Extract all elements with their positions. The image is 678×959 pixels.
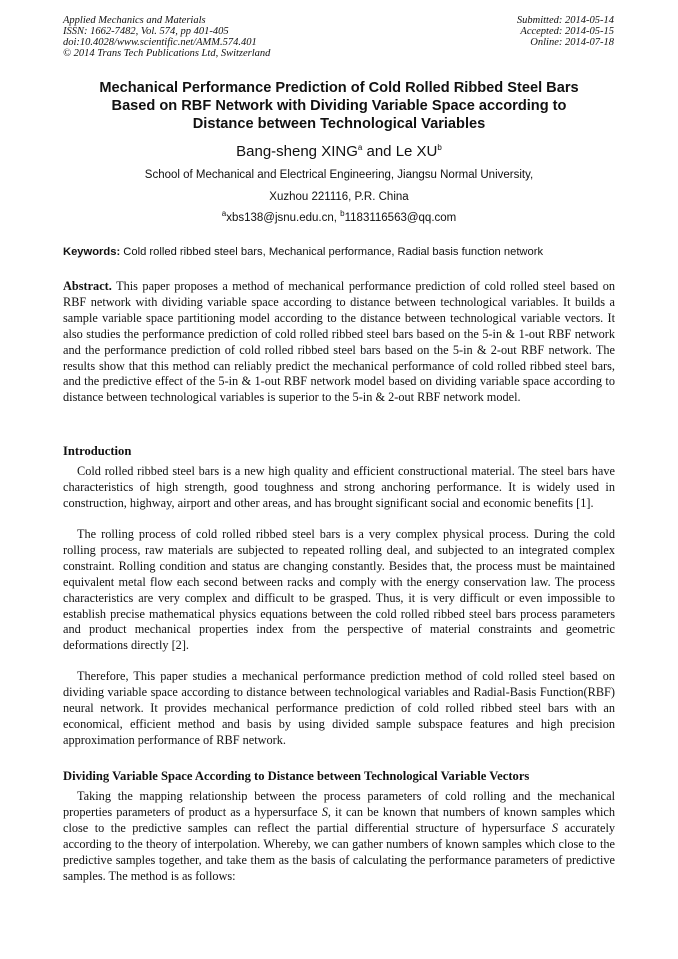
- journal-name: Applied Mechanics and Materials: [63, 15, 206, 26]
- title-line-3: Distance between Technological Variables: [192, 116, 486, 132]
- paper-title: [40, 79, 638, 133]
- email-b-mark: b: [340, 209, 345, 219]
- s2-symbol-s-2: S: [551, 820, 559, 835]
- author-2-affil-mark: b: [437, 143, 442, 152]
- affiliation-line-2: Xuzhou 221116, P.R. China: [269, 191, 409, 203]
- s2-text-c: accurately according to the theory of interpolation. Whereby, we can gather numbers of known samples which close to the predictive samples together, and take them as the basis of calculating the performance parameters of predictive samples. The method is as follows:: [63, 820, 616, 883]
- doi-line: doi:10.4028/www.scientific.net/AMM.574.401: [63, 37, 257, 48]
- section-2-heading: Dividing Variable Space According to Distance between Technological Variable Vectors: [63, 769, 530, 783]
- section-2-paragraph-1: [63, 789, 615, 884]
- abstract-text: This paper proposes a method of mechanical performance prediction of cold rolled steel based on RBF network with dividing variable space according to distance between technological variables. It builds a sample variable space partitioning model according to the distance between technological variable vectors. It also studies the performance prediction of cold rolled ribbed steel bars based on the 5-in & 1-out RBF network and the performance prediction of cold rolled ribbed steel bars based on the 5-in & 2-out RBF network. The results show that this method can reliably predict the mechanical performance of cold rolled ribbed steel bars, and the predictive effect of the 5-in & 1-out RBF network model based on dividing variable space according to distance between technological variables is superior to the 5-in & 2-out RBF network model.: [63, 279, 615, 405]
- s2-symbol-s-1: S: [321, 804, 328, 819]
- journal-header-right: [517, 15, 614, 48]
- keywords: [63, 245, 615, 259]
- author-list: [40, 143, 638, 161]
- submitted-date: Submitted: 2014-05-14: [516, 15, 614, 26]
- s2-text-b: , it can be known that numbers of known samples which close to the predictive samples can reflect the partial differential structure of hypersurface: [63, 804, 615, 835]
- intro-paragraph-3: Therefore, This paper studies a mechanical performance prediction method of cold rolled steel based on dividing variable space according to distance between technological variables and Radial-Basis Function(RBF) neural network. It provides mechanical performance prediction of cold rolled ribbed steel bars with an economical, efficient method and basis by using divided sample subspace features and high precision approximation performance of RBF network.: [63, 669, 615, 747]
- author-2: Le XU: [395, 143, 438, 160]
- keywords-text: Cold rolled ribbed steel bars, Mechanical performance, Radial basis function network: [120, 246, 544, 258]
- email-a: xbs138@jsnu.edu.cn,: [226, 212, 341, 224]
- intro-paragraph-1: Cold rolled ribbed steel bars is a new high quality and efficient constructional material. The steel bars have characteristics of high strength, good toughness and strong anchoring performance. It is widely used in construction, highway, airport and other areas, and has brought significant social and economic benefits [1].: [63, 464, 615, 510]
- email-b: 1183116563@qq.com: [344, 212, 457, 224]
- introduction-heading: Introduction: [63, 444, 132, 458]
- online-date: Online: 2014-07-18: [530, 37, 614, 48]
- affiliation-line-1: School of Mechanical and Electrical Engineering, Jiangsu Normal University,: [144, 169, 534, 181]
- keywords-label: Keywords:: [63, 246, 121, 258]
- copyright-line: © 2014 Trans Tech Publications Ltd, Switzerland: [63, 48, 271, 59]
- abstract-label: Abstract.: [63, 279, 112, 293]
- email-a-mark: a: [221, 209, 227, 219]
- email-line: [40, 211, 638, 225]
- title-line-1: Mechanical Performance Prediction of Cold Rolled Ribbed Steel Bars: [99, 80, 579, 96]
- author-1-affil-mark: a: [357, 143, 363, 152]
- journal-header-left: [63, 15, 270, 59]
- accepted-date: Accepted: 2014-05-15: [520, 26, 614, 37]
- author-conjunction: and: [362, 143, 396, 160]
- intro-paragraph-2: The rolling process of cold rolled ribbed steel bars is a very complex physical process. During the cold rolling process, raw materials are subjected to repeated rolling deal, and subjected to an integrated complex constraint. Rolling condition and status are changing constantly. Besides that, the process must be maintained equivalent metal flow each second between racks and comply with the energy conservation law. The process characteristics are very complex and difficult to be grasped. Thus, it is very difficult or even impossible to establish precise mathematical physics equations between the cold rolled ribbed steel bars process parameters and product mechanical properties index from the perspective of material constraints and geometric deformations directly [2].: [63, 527, 615, 653]
- author-1: Bang-sheng XING: [236, 143, 358, 160]
- title-line-2: Based on RBF Network with Dividing Variable Space according to: [111, 98, 567, 114]
- issn-line: ISSN: 1662-7482, Vol. 574, pp 401-405: [63, 26, 229, 37]
- abstract-paragraph: [63, 279, 615, 406]
- s2-text-a: Taking the mapping relationship between the process parameters of cold rolling and the mechanical properties parameters of product as a hypersurface: [63, 789, 615, 819]
